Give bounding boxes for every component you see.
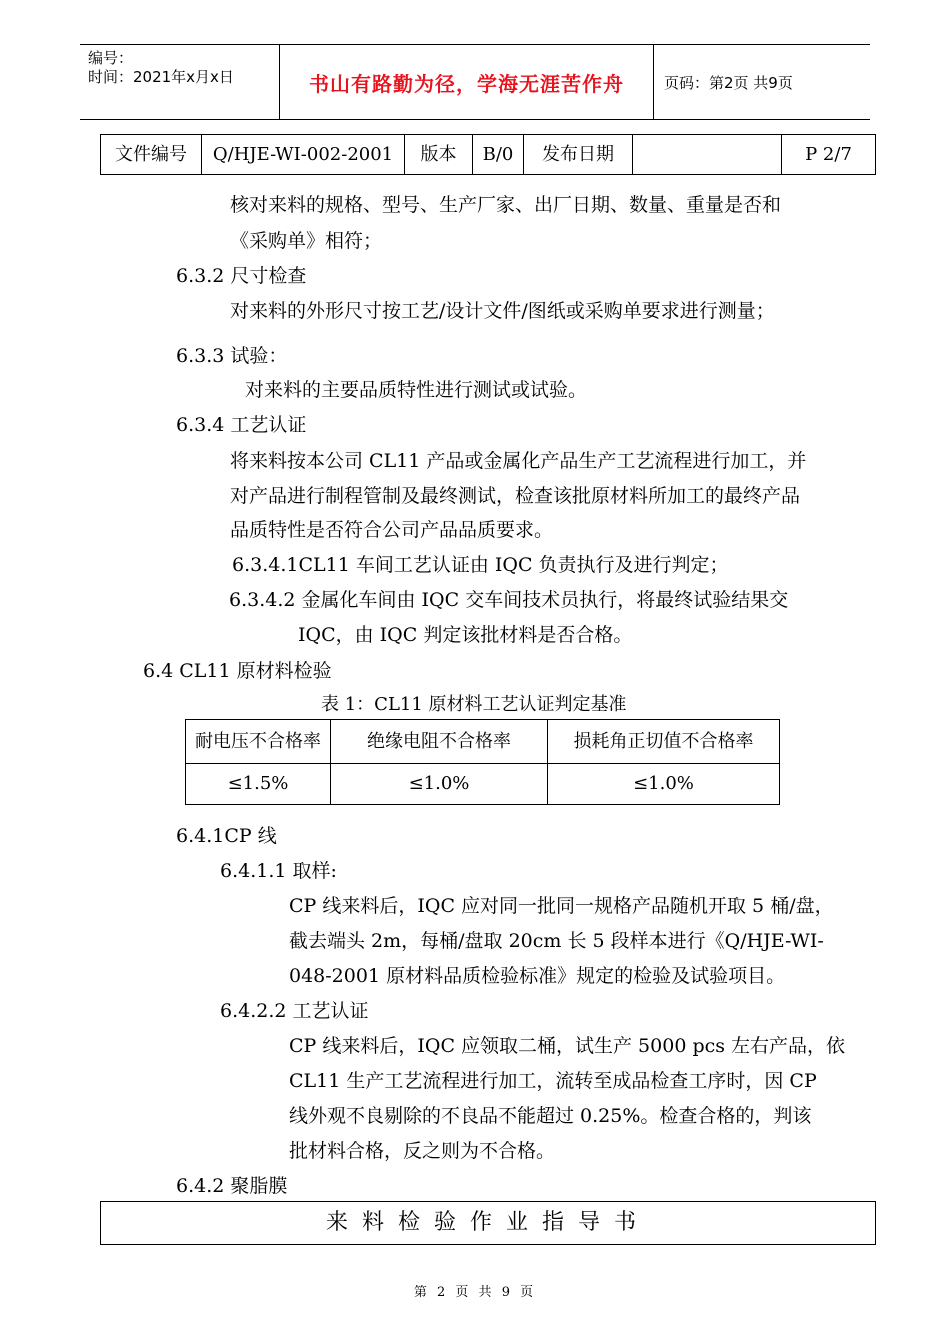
section-heading-6-3-2: 6.3.2 尺寸检查	[176, 265, 307, 287]
table-header-cell: 耐电压不合格率	[186, 720, 331, 763]
version: B/0	[473, 135, 524, 174]
section-heading-6-4-2: 6.4.2 聚脂膜	[176, 1175, 288, 1197]
header-meta	[80, 45, 280, 119]
section-heading-6-3-3: 6.3.3 试验：	[176, 345, 288, 367]
table-header-row	[186, 720, 779, 764]
header-number: 编号：	[88, 49, 134, 67]
criteria-table	[185, 719, 780, 805]
file-no-label: 文件编号	[101, 135, 202, 174]
body-line: CP 线来料后，IQC 应对同一批同一规格产品随机开取 5 桶/盘，	[289, 895, 834, 917]
body-line: 品质特性是否符合公司产品品质要求。	[230, 519, 554, 541]
body-line: CL11 生产工艺流程进行加工，流转至成品检查工序时，因 CP	[289, 1070, 817, 1092]
body-line: 对产品进行制程管制及最终测试，检查该批原材料所加工的最终产品	[230, 485, 801, 507]
header-time: 时间：2021年x月x日	[88, 68, 234, 86]
body-line: 批材料合格，反之则为不合格。	[289, 1140, 556, 1162]
section-heading-6-4-1-1: 6.4.1.1 取样:	[220, 860, 337, 882]
body-line: 将来料按本公司 CL11 产品或金属化产品生产工艺流程进行加工，并	[230, 450, 807, 472]
body-line: 对来料的外形尺寸按工艺/设计文件/图纸或采购单要求进行测量；	[230, 300, 775, 322]
body-line: 对来料的主要品质特性进行测试或试验。	[245, 379, 588, 401]
doc-info-table	[100, 134, 876, 175]
body-line: IQC，由 IQC 判定该批材料是否合格。	[298, 624, 633, 646]
body-line: 核对来料的规格、型号、生产厂家、出厂日期、数量、重量是否和	[230, 194, 782, 216]
table-row	[186, 764, 779, 804]
table-cell: ≤1.0%	[331, 764, 548, 804]
document-title-box: 来料检验作业指导书	[100, 1201, 876, 1245]
section-heading-6-4-2-2: 6.4.2.2 工艺认证	[220, 1000, 369, 1022]
table-cell: ≤1.5%	[186, 764, 331, 804]
section-heading-6-3-4: 6.3.4 工艺认证	[176, 414, 307, 436]
header-page-info: 页码：第2页 共9页	[664, 73, 793, 92]
body-line: CP 线来料后，IQC 应领取二桶，试生产 5000 pcs 左右产品，依	[289, 1035, 846, 1057]
table-header-cell: 绝缘电阻不合格率	[331, 720, 548, 763]
page-footer: 第 2 页 共 9 页	[413, 1285, 537, 1300]
section-heading-6-4: 6.4 CL11 原材料检验	[143, 660, 332, 682]
version-label: 版本	[405, 135, 473, 174]
table-cell: ≤1.0%	[633, 773, 694, 794]
body-line: 048-2001 原材料品质检验标准》规定的检验及试验项目。	[289, 965, 786, 987]
header-motto: 书山有路勤为径，学海无涯苦作舟	[280, 45, 654, 119]
file-no: Q/HJE-WI-002-2001	[202, 135, 405, 174]
body-line: 6.3.4.2 金属化车间由 IQC 交车间技术员执行，将最终试验结果交	[229, 589, 789, 611]
release-date-label: 发布日期	[524, 135, 633, 174]
body-line: 截去端头 2m，每桶/盘取 20cm 长 5 段样本进行《Q/HJE-WI-	[289, 930, 824, 952]
body-line: 《采购单》相符；	[230, 230, 383, 252]
release-date	[633, 135, 782, 174]
body-line: 线外观不良剔除的不良品不能超过 0.25%。检查合格的，判该	[289, 1105, 812, 1127]
table-header-cell: 损耗角正切值不合格率	[573, 731, 754, 752]
page-header	[80, 44, 870, 120]
table-caption: 表 1：CL11 原材料工艺认证判定基准	[321, 694, 627, 715]
section-heading-6-4-1: 6.4.1CP 线	[176, 825, 277, 847]
page-number: P 2/7	[805, 144, 852, 165]
body-line: 6.3.4.1CL11 车间工艺认证由 IQC 负责执行及进行判定；	[232, 554, 729, 576]
